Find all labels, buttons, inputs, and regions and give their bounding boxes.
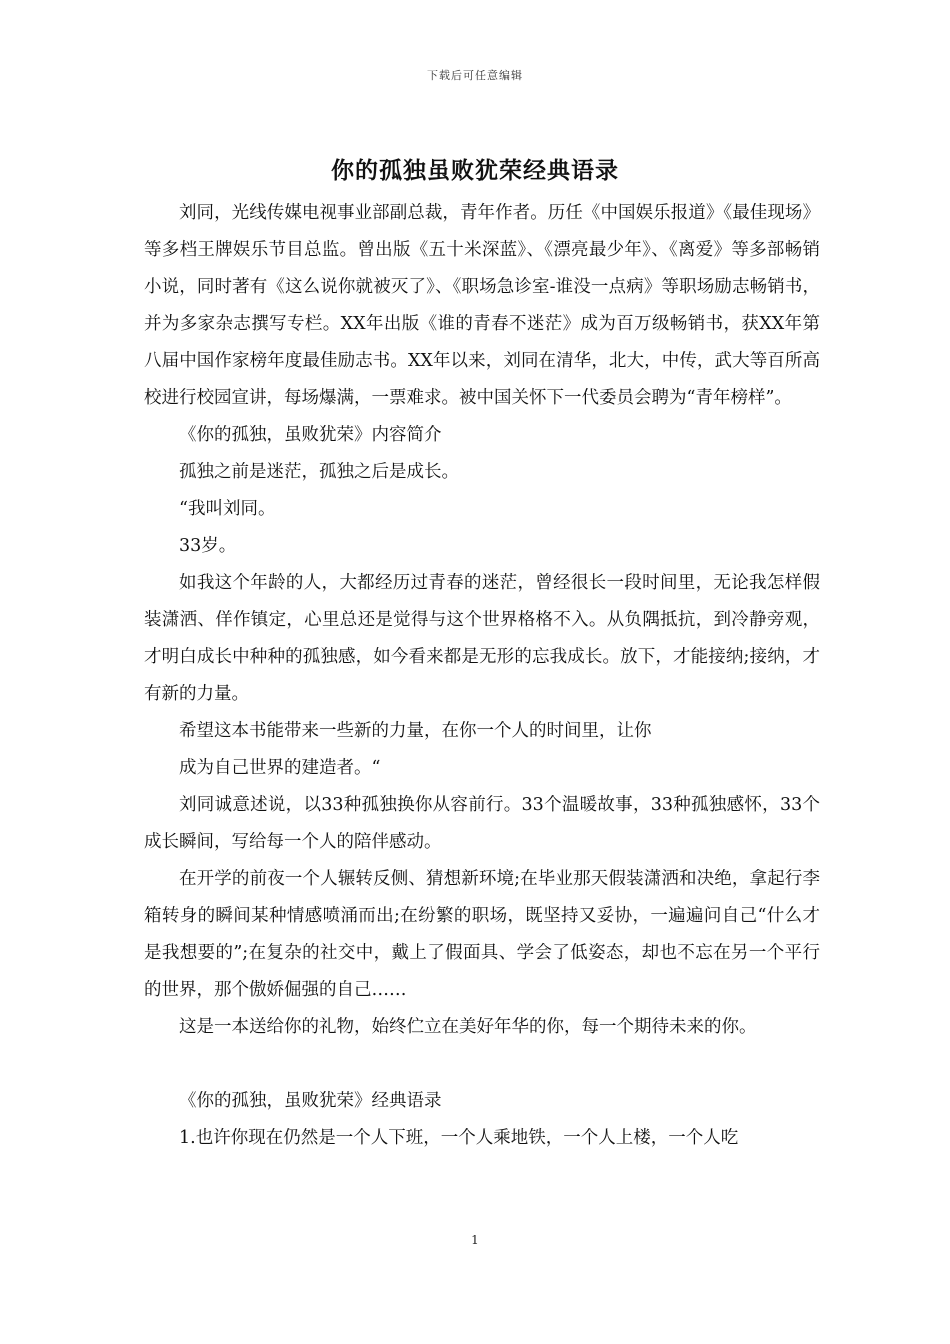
paragraph: 33岁。 (179, 536, 237, 556)
paragraph-quotes-heading: 《你的孤独，虽败犹荣》经典语录 (179, 1091, 442, 1111)
paragraph: 希望这本书能带来一些新的力量，在你一个人的时间里，让你 (179, 721, 652, 741)
paragraph-quote-item: 1.也许你现在仍然是一个人下班，一个人乘地铁，一个人上楼，一个人吃 (179, 1128, 739, 1148)
paragraph: 在开学的前夜一个人辗转反侧、猜想新环境;在毕业那天假装潇洒和决绝，拿起行李箱转身的瞬间某种情感喷涌而出;在纷繁的职场，既坚持又妥协，一遍遍问自己“什么才是我想要的”;在复杂的社交中，戴上了假面具、学会了低姿态，却也不忘在另一个平行的世界，那个傲娇倔强的自己…… (144, 869, 820, 1000)
header-note: 下载后可任意编辑 (427, 69, 523, 82)
paragraph-intro-heading: 《你的孤独，虽败犹荣》内容简介 (179, 425, 442, 445)
paragraph: 成为自己世界的建造者。“ (179, 758, 381, 778)
paragraph: 这是一本送给你的礼物，始终伫立在美好年华的你，每一个期待未来的你。 (179, 1017, 757, 1037)
paragraph: 刘同诚意述说，以33种孤独换你从容前行。33个温暖故事，33种孤独感怀，33个成长瞬间，写给每一个人的陪伴感动。 (144, 795, 820, 852)
document-title: 你的孤独虽败犹荣经典语录 (331, 157, 619, 184)
document-body (144, 195, 820, 1157)
paragraph: 孤独之前是迷茫，孤独之后是成长。 (179, 462, 459, 482)
page-number: 1 (471, 1233, 479, 1247)
paragraph: “我叫刘同。 (179, 499, 276, 519)
paragraph: 如我这个年龄的人，大都经历过青春的迷茫，曾经很长一段时间里，无论我怎样假装潇洒、佯作镇定，心里总还是觉得与这个世界格格不入。从负隅抵抗，到冷静旁观，才明白成长中种种的孤独感，如今看来都是无形的忘我成长。放下，才能接纳;接纳，才有新的力量。 (144, 573, 820, 704)
paragraph-author-bio: 刘同，光线传媒电视事业部副总裁，青年作者。历任《中国娱乐报道》《最佳现场》等多档王牌娱乐节目总监。曾出版《五十米深蓝》、《漂亮最少年》、《离爱》等多部畅销小说，同时著有《这么说你就被灭了》、《职场急诊室-谁没一点病》等职场励志畅销书，并为多家杂志撰写专栏。XX年出版《谁的青春不迷茫》成为百万级畅销书，获XX年第八届中国作家榜年度最佳励志书。XX年以来，刘同在清华，北大，中传，武大等百所高校进行校园宣讲，每场爆满，一票难求。被中国关怀下一代委员会聘为“青年榜样”。 (144, 203, 820, 408)
